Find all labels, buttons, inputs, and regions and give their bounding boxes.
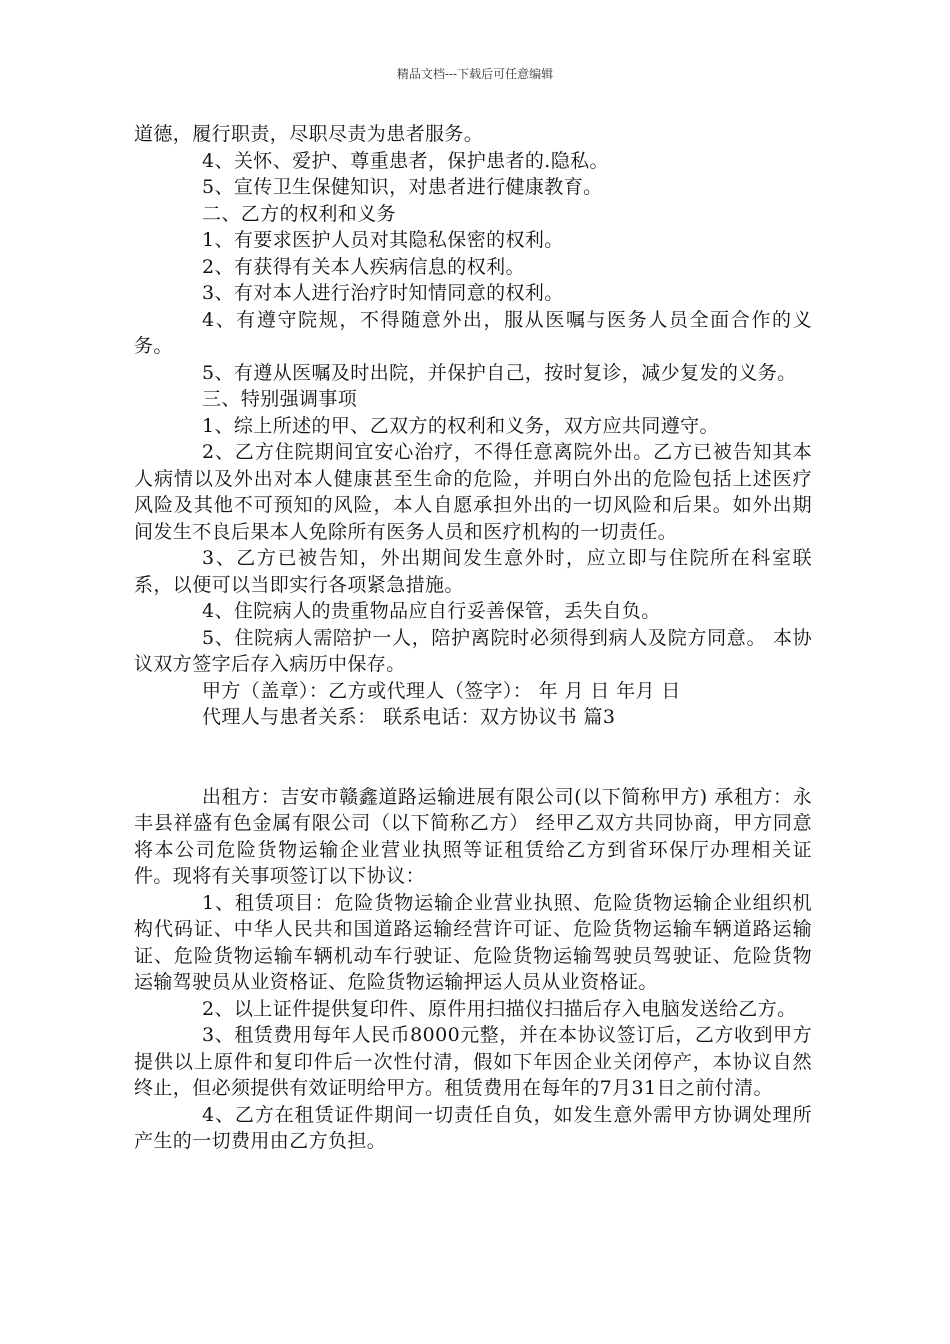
- paragraph: 出租方：吉安市赣鑫道路运输进展有限公司(以下简称甲方) 承租方：永丰县祥盛有色金属有限公司（以下简称乙方） 经甲乙双方共同协商，甲方同意将本公司危险货物运输企业营业执照等证租赁给乙方到省环保厅办理相关证件。现将有关事项签订以下协议：: [134, 785, 812, 887]
- paragraph: 3、乙方已被告知，外出期间发生意外时，应立即与住院所在科室联系，以便可以当即实行各项紧急措施。: [134, 547, 812, 596]
- paragraph: 4、关怀、爱护、尊重患者，保护患者的.隐私。: [202, 149, 609, 172]
- paragraph: 4、乙方在租赁证件期间一切责任自负，如发生意外需甲方协调处理所产生的一切费用由乙方负担。: [134, 1103, 812, 1152]
- paragraph: 5、住院病人需陪护一人，陪护离院时必须得到病人及院方同意。 本协议双方签字后存入病历中保存。: [134, 626, 812, 675]
- paragraph: 5、宣传卫生保健知识，对患者进行健康教育。: [202, 176, 603, 198]
- document-body: [134, 121, 812, 1155]
- paragraph: 道德，履行职责，尽职尽责为患者服务。: [134, 123, 484, 145]
- paragraph: 1、综上所述的甲、乙双方的权利和义务，双方应共同遵守。: [202, 414, 719, 437]
- paragraph: 1、租赁项目：危险货物运输企业营业执照、危险货物运输企业组织机构代码证、中华人民共和国道路运输经营许可证、危险货物运输车辆道路运输证、危险货物运输车辆机动车行驶证、危险货物运输驾驶员驾驶证、危险货物运输驾驶员从业资格证、危险货物运输押运人员从业资格证。: [134, 891, 812, 993]
- paragraph: 4、有遵守院规，不得随意外出，服从医嘱与医务人员全面合作的义务。: [134, 308, 812, 357]
- contact-line: 代理人与患者关系： 联系电话：双方协议书 篇3: [202, 706, 616, 728]
- section-heading: 三、特别强调事项: [202, 388, 358, 410]
- paragraph: 2、以上证件提供复印件、原件用扫描仪扫描后存入电脑发送给乙方。: [202, 997, 797, 1020]
- paragraph: 3、有对本人进行治疗时知情同意的权利。: [202, 282, 564, 304]
- paragraph: 2、有获得有关本人疾病信息的权利。: [202, 255, 525, 278]
- section-heading: 二、乙方的权利和义务: [202, 202, 397, 225]
- signature-line: 甲方（盖章）：乙方或代理人（签字）： 年 月 日 年月 日: [202, 679, 681, 702]
- paragraph: 1、有要求医护人员对其隐私保密的权利。: [202, 229, 564, 251]
- paragraph: 2、乙方住院期间宜安心治疗，不得任意离院外出。乙方已被告知其本人病情以及外出对本人健康甚至生命的危险，并明白外出的危险包括上述医疗风险及其他不可预知的风险，本人自愿承担外出的一切风险和后果。如外出期间发生不良后果本人免除所有医务人员和医疗机构的一切责任。: [134, 441, 812, 543]
- page-header: 精品文档---下载后可任意编辑: [396, 67, 554, 81]
- paragraph: 5、有遵从医嘱及时出院，并保护自己，按时复诊，减少复发的义务。: [202, 361, 797, 384]
- paragraph: 3、租赁费用每年人民币8000元整，并在本协议签订后，乙方收到甲方提供以上原件和复印件后一次性付清，假如下年因企业关闭停产，本协议自然终止，但必须提供有效证明给甲方。租赁费用在每年的7月31日之前付清。: [134, 1024, 812, 1099]
- paragraph: 4、住院病人的贵重物品应自行妥善保管，丢失自负。: [202, 600, 661, 622]
